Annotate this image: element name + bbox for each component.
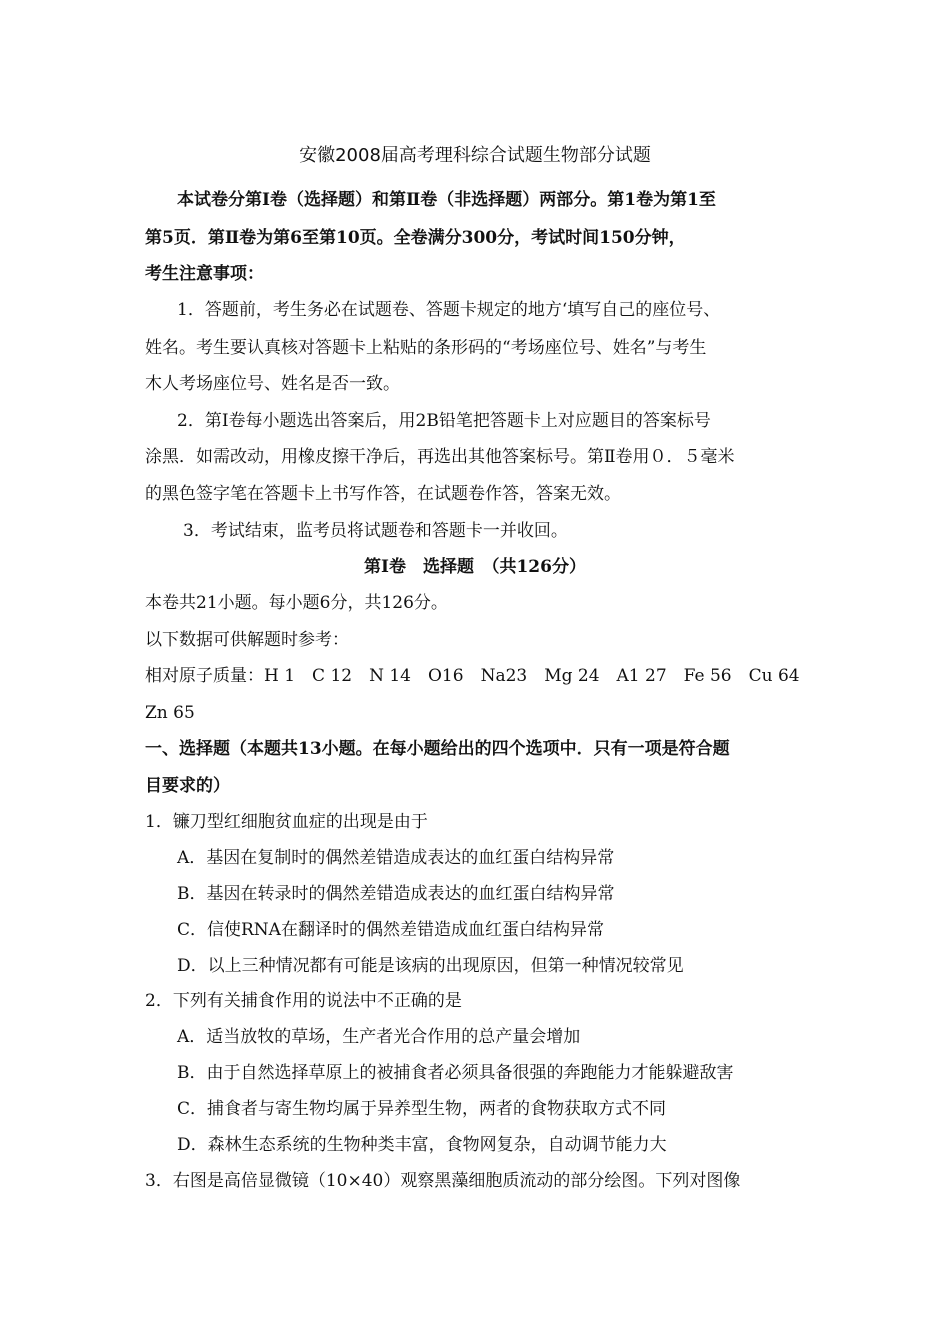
intro-line: 第5页．第Ⅱ卷为第6至第10页。全卷满分300分，考试时间150分钟， [145,228,686,248]
part-heading: 目要求的） [145,776,230,796]
intro-line: 本试卷分第Ⅰ卷（选择题）和第Ⅱ卷（非选择题）两部分。第1卷为第1至 [177,190,716,210]
section-heading: 第Ⅰ卷 选择题 （共126分） [364,557,586,577]
question-option: C．捕食者与寄生物均属于异养型生物，两者的食物获取方式不同 [177,1099,667,1119]
page-title: 安徽2008届高考理科综合试题生物部分试题 [299,145,651,166]
section-info-line: 以下数据可供解题时参考： [145,630,349,650]
question-option: A．基因在复制时的偶然差错造成表达的血红蛋白结构异常 [177,848,615,868]
question-option: D．森林生态系统的生物种类丰富，食物网复杂，自动调节能力大 [177,1135,667,1155]
intro-line: 考生注意事项： [145,264,264,284]
section-info-line: 本卷共21小题。每小题6分，共126分。 [145,593,448,613]
note-line: 的黑色签字笔在答题卡上书写作答，在试题卷作答，答案无效。 [145,484,621,504]
question-option: A．适当放牧的草场，生产者光合作用的总产量会增加 [177,1027,581,1047]
note-line: 涂黑．如需改动，用橡皮擦干净后，再选出其他答案标号。第Ⅱ卷用０．５毫米 [145,447,735,467]
part-heading: 一、选择题（本题共13小题。在每小题给出的四个选项中．只有一项是符合题 [145,739,730,759]
note-line: 木人考场座位号、姓名是否一致。 [145,374,400,394]
note-line: 1．答题前，考生务必在试题卷、答题卡规定的地方‘填写自己的座位号、 [177,300,721,320]
question-option: B．基因在转录时的偶然差错造成表达的血红蛋白结构异常 [177,884,615,904]
question-stem: 1．镰刀型红细胞贫血症的出现是由于 [145,812,428,832]
note-line: 3．考试结束，监考员将试题卷和答题卡一并收回。 [183,521,568,541]
question-option: D．以上三种情况都有可能是该病的出现原因，但第一种情况较常见 [177,956,684,976]
atomic-mass-line: 相对原子质量：H 1 C 12 N 14 O16 Na23 Mg 24 A1 27 Fe 56 Cu 64 [145,666,800,686]
note-line: 姓名。考生要认真核对答题卡上粘贴的条形码的“考场座位号、姓名”与考生 [145,338,707,358]
note-line: 2．第Ⅰ卷每小题选出答案后，用2B铅笔把答题卡上对应题目的答案标号 [177,411,711,431]
question-stem: 3．右图是高倍显微镜（10×40）观察黑藻细胞质流动的部分绘图。下列对图像 [145,1171,741,1191]
atomic-mass-line: Zn 65 [145,703,195,723]
question-stem: 2．下列有关捕食作用的说法中不正确的是 [145,991,462,1011]
question-option: B．由于自然选择草原上的被捕食者必须具备很强的奔跑能力才能躲避敌害 [177,1063,734,1083]
question-option: C．信使RNA在翻译时的偶然差错造成血红蛋白结构异常 [177,920,604,940]
